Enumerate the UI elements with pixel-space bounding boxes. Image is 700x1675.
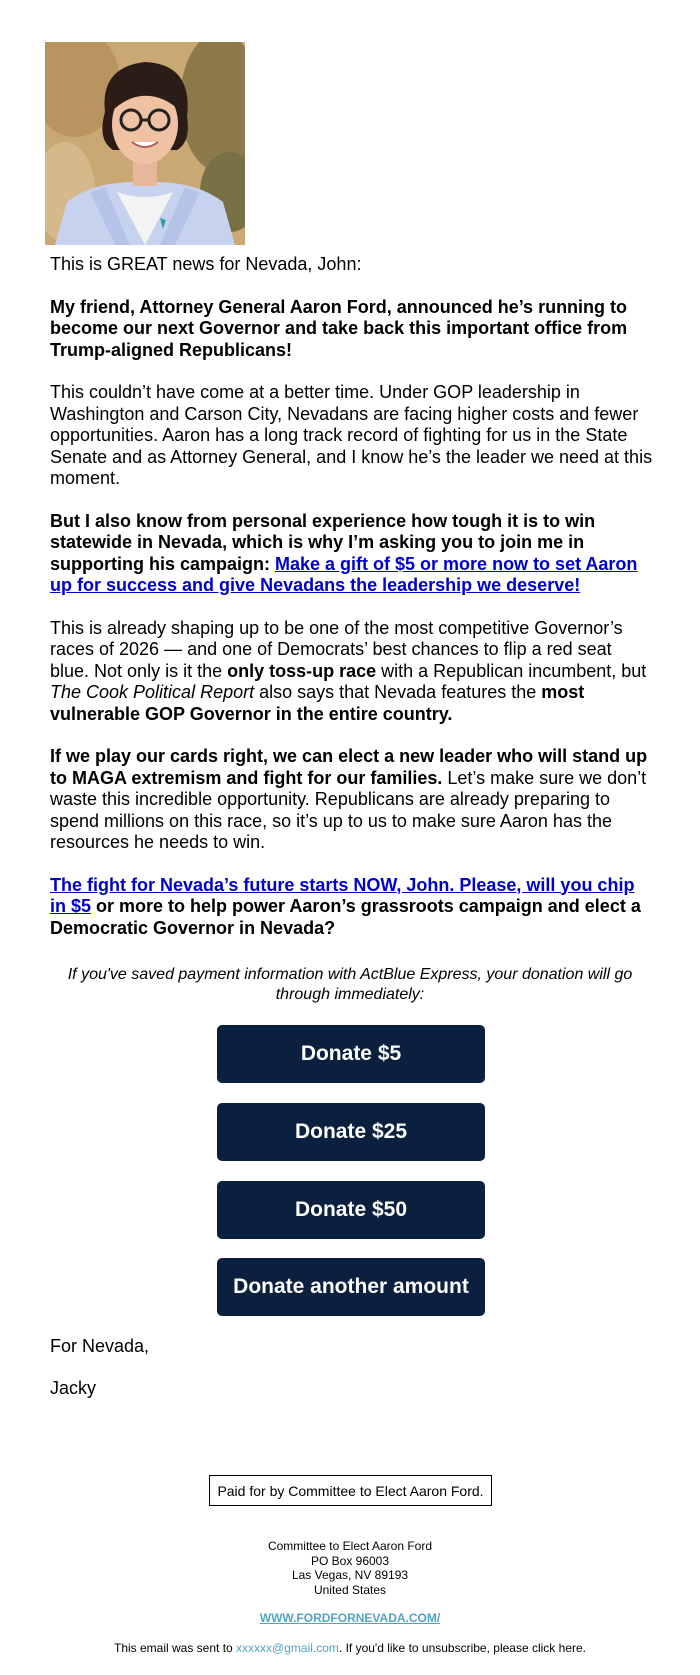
stakes-bold-text: If we play our cards right, we can elect a new leader who will stand up to MAGA extremism and fight for our families. xyxy=(50,746,648,788)
paragraph-announcement: My friend, Attorney General Aaron Ford, announced he’s running to become our next Governor and take back this important office from Trump-aligned Republicans! xyxy=(50,296,628,360)
race-bold-1: only toss-up race xyxy=(227,660,377,681)
paragraph-race xyxy=(50,618,655,726)
race-text-1: This is already shaping up to be one of the most competitive Governor’s races of 2026 — and one of Democrats’ best chances to flip a red seat blue. Not only is it the xyxy=(50,617,623,681)
race-text-2: with a Republican incumbent, but xyxy=(376,660,647,681)
message-body xyxy=(50,254,655,960)
footer-suffix[interactable]: . If you'd like to unsubscribe, please click here. xyxy=(338,1641,586,1655)
candidate-portrait xyxy=(45,42,245,245)
donate-50-button[interactable]: Donate $50 xyxy=(217,1181,485,1239)
actblue-express-note: If you've saved payment information with ActBlue Express, your donation will go through immediately: xyxy=(67,966,633,1003)
paragraph-ask xyxy=(50,511,655,597)
donate-5-button[interactable]: Donate $5 xyxy=(217,1025,485,1083)
race-text-3: also says that Nevada features the xyxy=(254,682,542,702)
unsubscribe-footer xyxy=(0,1641,700,1655)
paid-for-disclaimer: Paid for by Committee to Elect Aaron Ford. xyxy=(209,1475,492,1506)
website-link[interactable]: WWW.FORDFORNEVADA.COM/ xyxy=(259,1611,441,1625)
greeting: This is GREAT news for Nevada, John: xyxy=(50,254,362,274)
signoff-closing: For Nevada, xyxy=(50,1336,150,1356)
race-italic-1: The Cook Political Report xyxy=(50,682,255,702)
donate-link-secondary[interactable]: The fight for Nevada’s future starts NOW, John. Please, will you chip in $5 xyxy=(50,874,635,916)
paragraph-stakes xyxy=(50,746,655,854)
ask-bold-text: But I also know from personal experience how tough it is to win statewide in Nevada, which is why I’m asking you to join me in supporting his campaign: xyxy=(50,510,596,574)
race-bold-2: most vulnerable GOP Governor in the entire country. xyxy=(50,682,585,724)
address-line-2: PO Box 96003 xyxy=(310,1553,390,1568)
address-line-3: Las Vegas, NV 89193 xyxy=(291,1568,409,1582)
signoff-name: Jacky xyxy=(50,1378,97,1398)
address-line-4: United States xyxy=(313,1582,387,1597)
final-ask-bold-text: or more to help power Aaron’s grassroots campaign and elect a Democratic Governor in Nevada? xyxy=(50,896,641,938)
stakes-text: Let’s make sure we don’t waste this incredible opportunity. Republicans are already preparing to spend millions on this race, so it’s up to us to make sure Aaron has the resources he needs to win. xyxy=(50,767,647,852)
donate-other-button[interactable]: Donate another amount xyxy=(217,1258,485,1316)
address-line-1: Committee to Elect Aaron Ford xyxy=(267,1539,433,1553)
paragraph-final-ask xyxy=(50,875,655,940)
mailing-address xyxy=(0,1539,700,1597)
paragraph-context: This couldn’t have come at a better time. Under GOP leadership in Washington and Carson City, Nevadans are facing higher costs and fewer opportunities. Aaron has a long track record of fighting for us in the State Senate and as Attorney General, and I know he’s the leader we need at this moment. xyxy=(50,382,653,488)
recipient-email-link[interactable]: xxxxxx@gmail.com xyxy=(236,1641,339,1655)
donate-link-primary[interactable]: Make a gift of $5 or more now to set Aaron up for success and give Nevadans the leadership we deserve! xyxy=(50,553,638,595)
footer-prefix: This email was sent to xyxy=(113,1641,237,1655)
donate-25-button[interactable]: Donate $25 xyxy=(217,1103,485,1161)
